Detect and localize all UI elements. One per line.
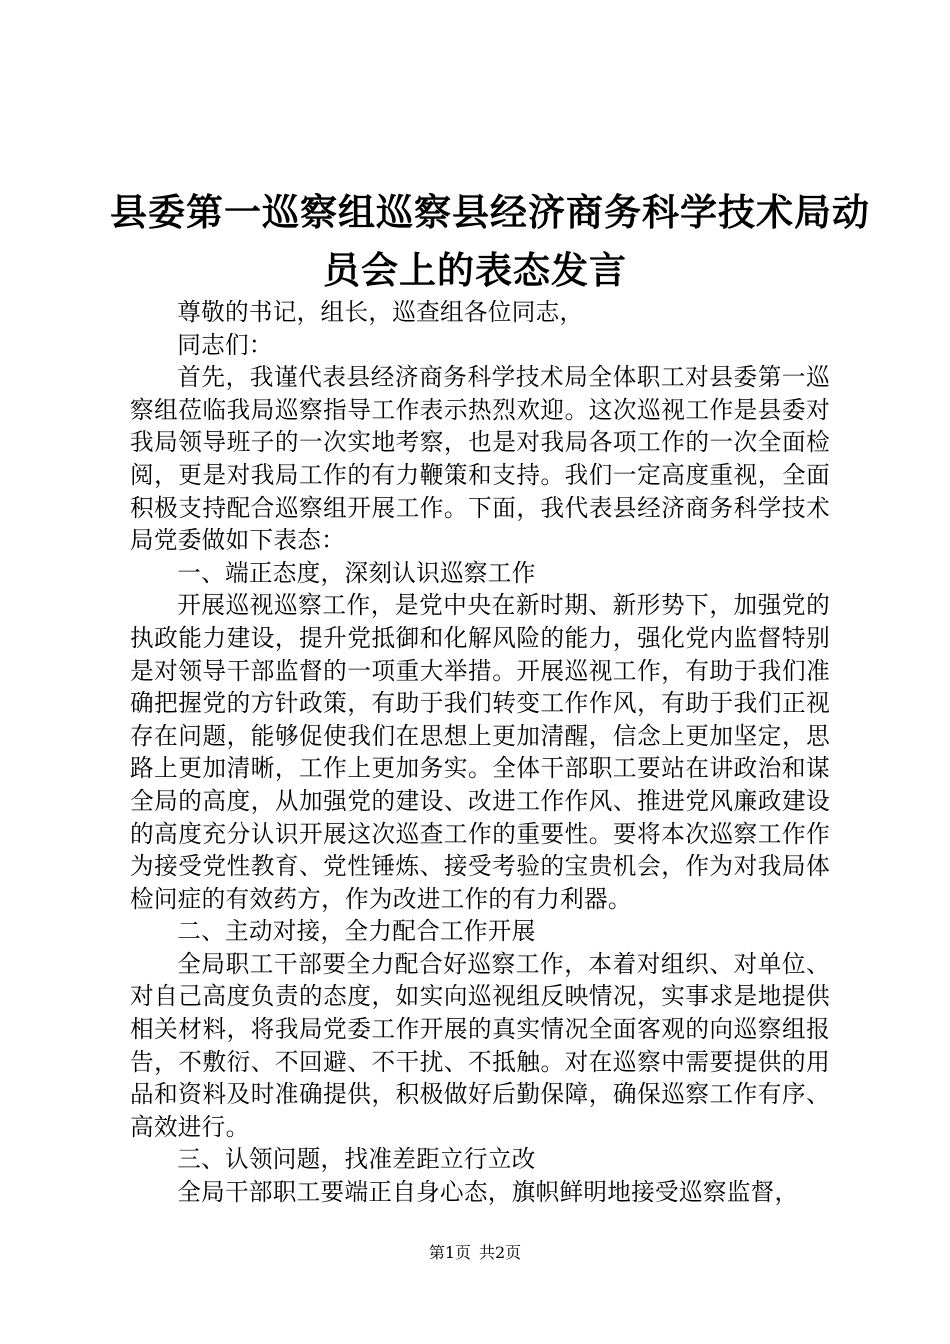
- section-3-paragraph: 全局干部职工要端正自身心态，旗帜鲜明地接受巡察监督，: [177, 1178, 799, 1207]
- document-body: [130, 296, 830, 1209]
- intro-paragraph: 首先，我谨代表县经济商务科学技术局全体职工对县委第一巡察组莅临我局巡察指导工作表示热烈欢迎。这次巡视工作是县委对我局领导班子的一次实地考察，也是对我局各项工作的一次全面检阅，更是对我局工作的有力鞭策和支持。我们一定高度重视，全面积极支持配合巡察组开展工作。下面，我代表县经济商务科学技术局党委做如下表态：: [130, 363, 830, 555]
- page-footer: [0, 1243, 950, 1263]
- page-number: 第1页: [428, 1243, 471, 1262]
- section-heading-1: 一、端正态度，深刻认识巡察工作: [177, 558, 536, 587]
- document-title-line-1: 县委第一巡察组巡察县经济商务科学技术局动: [110, 190, 870, 234]
- salutation: 尊敬的书记，组长，巡查组各位同志，: [177, 298, 584, 326]
- section-heading-2: 二、主动对接，全力配合工作开展: [177, 917, 536, 946]
- document-title-line-2: 员会上的表态发言: [323, 248, 627, 292]
- section-1-paragraph: 开展巡视巡察工作，是党中央在新时期、新形势下，加强党的执政能力建设，提升党抵御和化解风险的能力，强化党内监督特别是对领导干部监督的一项重大举措。开展巡视工作，有助于我们准确把握党的方针政策，有助于我们转变工作作风，有助于我们正视存在问题，能够促使我们在思想上更加清醒，信念上更加坚定，思路上更加清晰，工作上更加务实。全体干部职工要站在讲政治和谋全局的高度，从加强党的建设、改进工作作风、推进党风廉政建设的高度充分认识开展这次巡查工作的重要性。要将本次巡察工作作为接受党性教育、党性锤炼、接受考验的宝贵机会，作为对我局体检问症的有效药方，作为改进工作的有力利器。: [130, 591, 830, 913]
- salutation-comrades: 同志们：: [177, 330, 273, 359]
- section-2-paragraph: 全局职工干部要全力配合好巡察工作，本着对组织、对单位、对自己高度负责的态度，如实向巡视组反映情况，实事求是地提供相关材料，将我局党委工作开展的真实情况全面客观的向巡察组报告，不敷衍、不回避、不干扰、不抵触。对在巡察中需要提供的用品和资料及时准确提供，积极做好后勤保障，确保巡察工作有序、高效进行。: [130, 949, 830, 1141]
- page-total: 共2页: [479, 1243, 522, 1262]
- section-heading-3: 三、认领问题，找准差距立行立改: [177, 1145, 536, 1174]
